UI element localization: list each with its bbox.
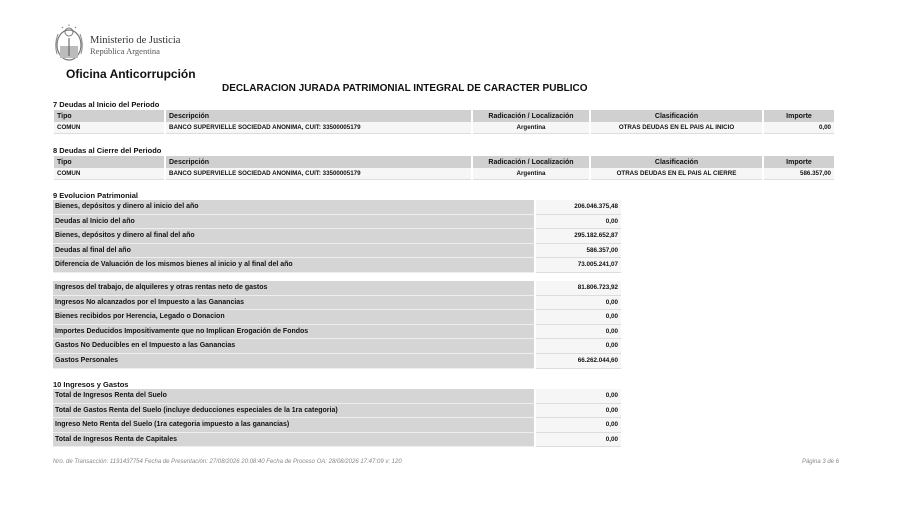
row-label: Importes Deducidos Impositivamente que no Implican Erogación de Fondos	[53, 325, 534, 340]
ministry-line-2: República Argentina	[90, 46, 160, 56]
row-value: 0,00	[536, 325, 621, 340]
row-label: Ingresos No alcanzados por el Impuesto a las Ganancias	[53, 296, 534, 311]
footer-transaction-info: Nro. de Transacción: 1191437754 Fecha de Presentación: 27/08/2026 20:08:40 Fecha de Proceso OA: 28/08/2026 17:47:09 v: 120	[53, 459, 402, 465]
table-row	[53, 339, 621, 354]
table-row	[53, 433, 621, 448]
cell-descripcion: BANCO SUPERVIELLE SOCIEDAD ANONIMA, CUIT: 33500005179	[166, 122, 471, 134]
cell-descripcion: BANCO SUPERVIELLE SOCIEDAD ANONIMA, CUIT: 33500005179	[166, 168, 471, 180]
col-header-radicacion: Radicación / Localización	[473, 156, 589, 168]
row-label: Diferencia de Valuación de los mismos bienes al inicio y al final del año	[53, 258, 534, 273]
table-row	[54, 168, 834, 180]
evolucion-group-2	[53, 281, 621, 369]
cell-clasificacion: OTRAS DEUDAS EN EL PAIS AL CIERRE	[591, 168, 762, 180]
col-header-tipo: Tipo	[54, 110, 164, 122]
col-header-importe: Importe	[764, 110, 834, 122]
row-label: Total de Gastos Renta del Suelo (incluye deducciones especiales de la 1ra categoria)	[53, 404, 534, 419]
table-row	[54, 122, 834, 134]
col-header-importe: Importe	[764, 156, 834, 168]
table-row	[53, 354, 621, 369]
row-label: Total de Ingresos Renta de Capitales	[53, 433, 534, 448]
cell-tipo: COMUN	[54, 168, 164, 180]
col-header-clasificacion: Clasificación	[591, 156, 762, 168]
table-row	[53, 404, 621, 419]
table-row	[53, 325, 621, 340]
row-value: 295.182.652,87	[536, 229, 621, 244]
row-value: 81.806.723,92	[536, 281, 621, 296]
row-value: 0,00	[536, 339, 621, 354]
evolucion-group-1	[53, 200, 621, 273]
ministry-name	[90, 35, 180, 56]
section-title-evolucion: 9 Evolucion Patrimonial	[53, 191, 139, 200]
table-row	[53, 215, 621, 230]
row-label: Bienes, depósitos y dinero al inicio del año	[53, 200, 534, 215]
document-title: DECLARACION JURADA PATRIMONIAL INTEGRAL DE CARACTER PUBLICO	[222, 83, 588, 94]
section-title-deudas-cierre: 8 Deudas al Cierre del Periodo	[53, 146, 162, 155]
coat-of-arms-logo	[52, 24, 86, 64]
section-title-ingresos-gastos: 10 Ingresos y Gastos	[53, 380, 129, 389]
table-header-row	[54, 110, 834, 122]
table-deudas-inicio	[52, 110, 836, 134]
cell-importe: 0,00	[764, 122, 834, 134]
office-name: Oficina Anticorrupción	[66, 67, 196, 81]
table-row	[53, 244, 621, 259]
col-header-radicacion: Radicación / Localización	[473, 110, 589, 122]
col-header-descripcion: Descripción	[166, 156, 471, 168]
cell-tipo: COMUN	[54, 122, 164, 134]
row-value: 0,00	[536, 433, 621, 448]
table-row	[53, 389, 621, 404]
cell-importe: 586.357,00	[764, 168, 834, 180]
row-label: Deudas al final del año	[53, 244, 534, 259]
table-row	[53, 418, 621, 433]
row-label: Bienes recibidos por Herencia, Legado o Donacion	[53, 310, 534, 325]
table-row	[53, 258, 621, 273]
ministry-line-1: Ministerio de Justicia	[90, 35, 181, 46]
row-label: Gastos Personales	[53, 354, 534, 369]
row-label: Total de Ingresos Renta del Suelo	[53, 389, 534, 404]
table-header-row	[54, 156, 834, 168]
table-deudas-cierre	[52, 156, 836, 180]
cell-radicacion: Argentina	[473, 168, 589, 180]
row-value: 0,00	[536, 418, 621, 433]
row-value: 0,00	[536, 389, 621, 404]
table-row	[53, 229, 621, 244]
table-row	[53, 310, 621, 325]
row-value: 66.262.044,60	[536, 354, 621, 369]
section-title-deudas-inicio: 7 Deudas al Inicio del Periodo	[53, 100, 160, 109]
footer-page-number: Página 3 de 6	[801, 459, 839, 465]
row-label: Ingreso Neto Renta del Suelo (1ra categoria impuesto a las ganancias)	[53, 418, 534, 433]
cell-radicacion: Argentina	[473, 122, 589, 134]
row-value: 73.005.241,07	[536, 258, 621, 273]
row-value: 206.046.375,48	[536, 200, 621, 215]
table-row	[53, 281, 621, 296]
row-label: Bienes, depósitos y dinero al final del año	[53, 229, 534, 244]
cell-clasificacion: OTRAS DEUDAS EN EL PAIS AL INICIO	[591, 122, 762, 134]
row-label: Gastos No Deducibles en el Impuesto a las Ganancias	[53, 339, 534, 354]
row-value: 0,00	[536, 215, 621, 230]
row-label: Deudas al Inicio del año	[53, 215, 534, 230]
col-header-tipo: Tipo	[54, 156, 164, 168]
col-header-clasificacion: Clasificación	[591, 110, 762, 122]
table-row	[53, 296, 621, 311]
col-header-descripcion: Descripción	[166, 110, 471, 122]
row-value: 586.357,00	[536, 244, 621, 259]
row-value: 0,00	[536, 404, 621, 419]
ingresos-gastos-table	[53, 389, 621, 447]
row-value: 0,00	[536, 310, 621, 325]
table-row	[53, 200, 621, 215]
row-value: 0,00	[536, 296, 621, 311]
row-label: Ingresos del trabajo, de alquileres y otras rentas neto de gastos	[53, 281, 534, 296]
